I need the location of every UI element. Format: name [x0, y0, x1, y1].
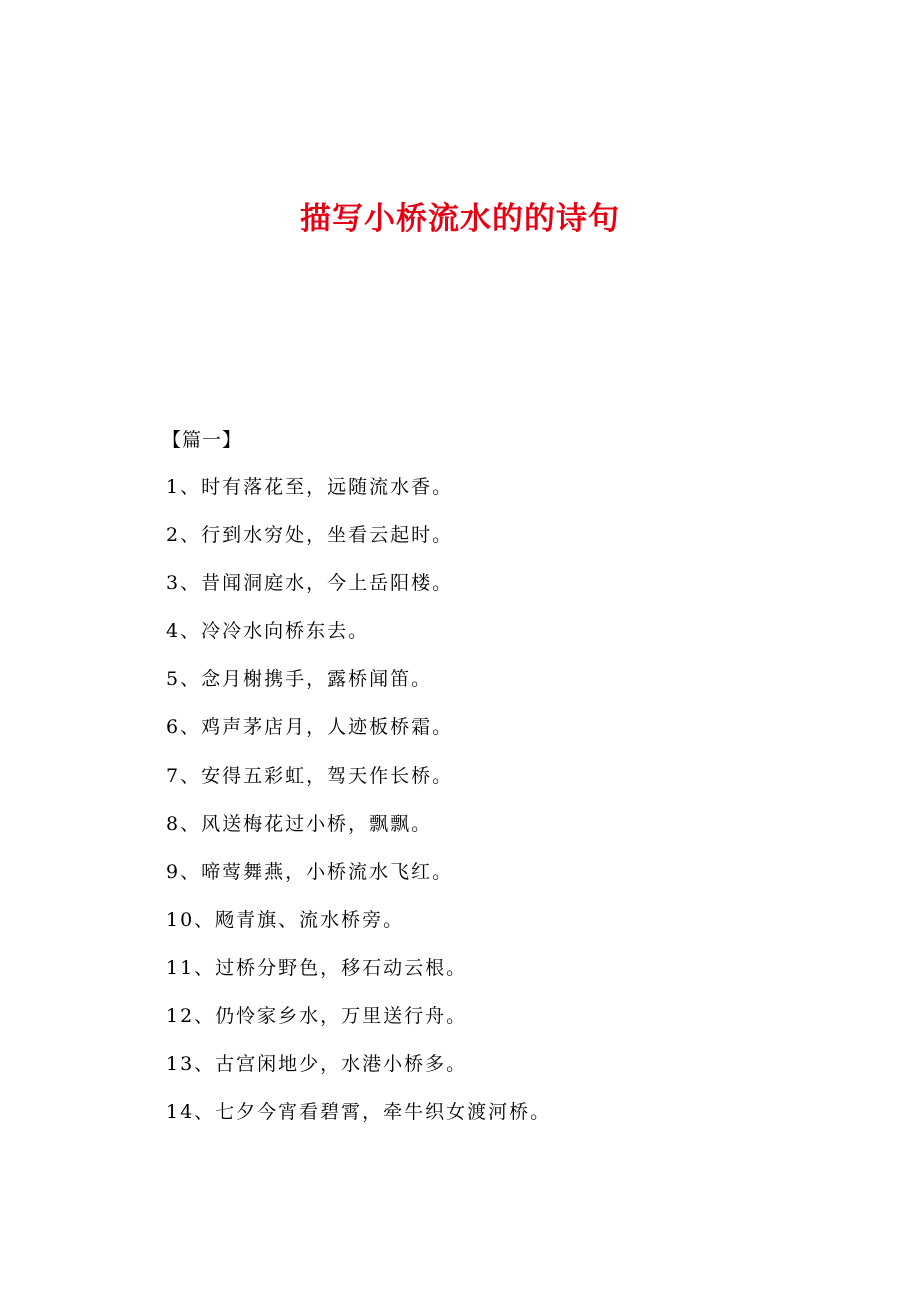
poem-line: 6、鸡声茅店月，人迹板桥霜。	[166, 716, 454, 739]
poem-list	[166, 467, 866, 1140]
poem-line: 8、风送梅花过小桥，飘飘。	[166, 812, 433, 835]
poem-line: 12、仍怜家乡水，万里送行舟。	[166, 1005, 468, 1028]
document-body	[162, 420, 866, 1140]
poem-line: 10、飏青旗、流水桥旁。	[166, 908, 405, 931]
section-label: 【篇一】	[162, 429, 243, 451]
poem-line: 14、七夕今宵看碧霄，牵牛织女渡河桥。	[166, 1101, 552, 1124]
poem-line: 2、行到水穷处，坐看云起时。	[166, 524, 454, 547]
poem-line: 13、古宫闲地少，水港小桥多。	[166, 1053, 468, 1076]
document-title: 描写小桥流水的的诗句	[300, 201, 620, 237]
poem-line: 7、安得五彩虹，驾天作长桥。	[166, 764, 454, 787]
poem-line: 11、过桥分野色，移石动云根。	[166, 956, 468, 979]
poem-line: 5、念月榭携手，露桥闻笛。	[166, 668, 433, 691]
poem-line: 9、啼莺舞燕，小桥流水飞红。	[166, 860, 454, 883]
poem-line: 4、冷冷水向桥东去。	[166, 620, 370, 643]
poem-line: 1、时有落花至，远随流水香。	[166, 476, 454, 498]
poem-line: 3、昔闻洞庭水，今上岳阳楼。	[166, 572, 454, 595]
